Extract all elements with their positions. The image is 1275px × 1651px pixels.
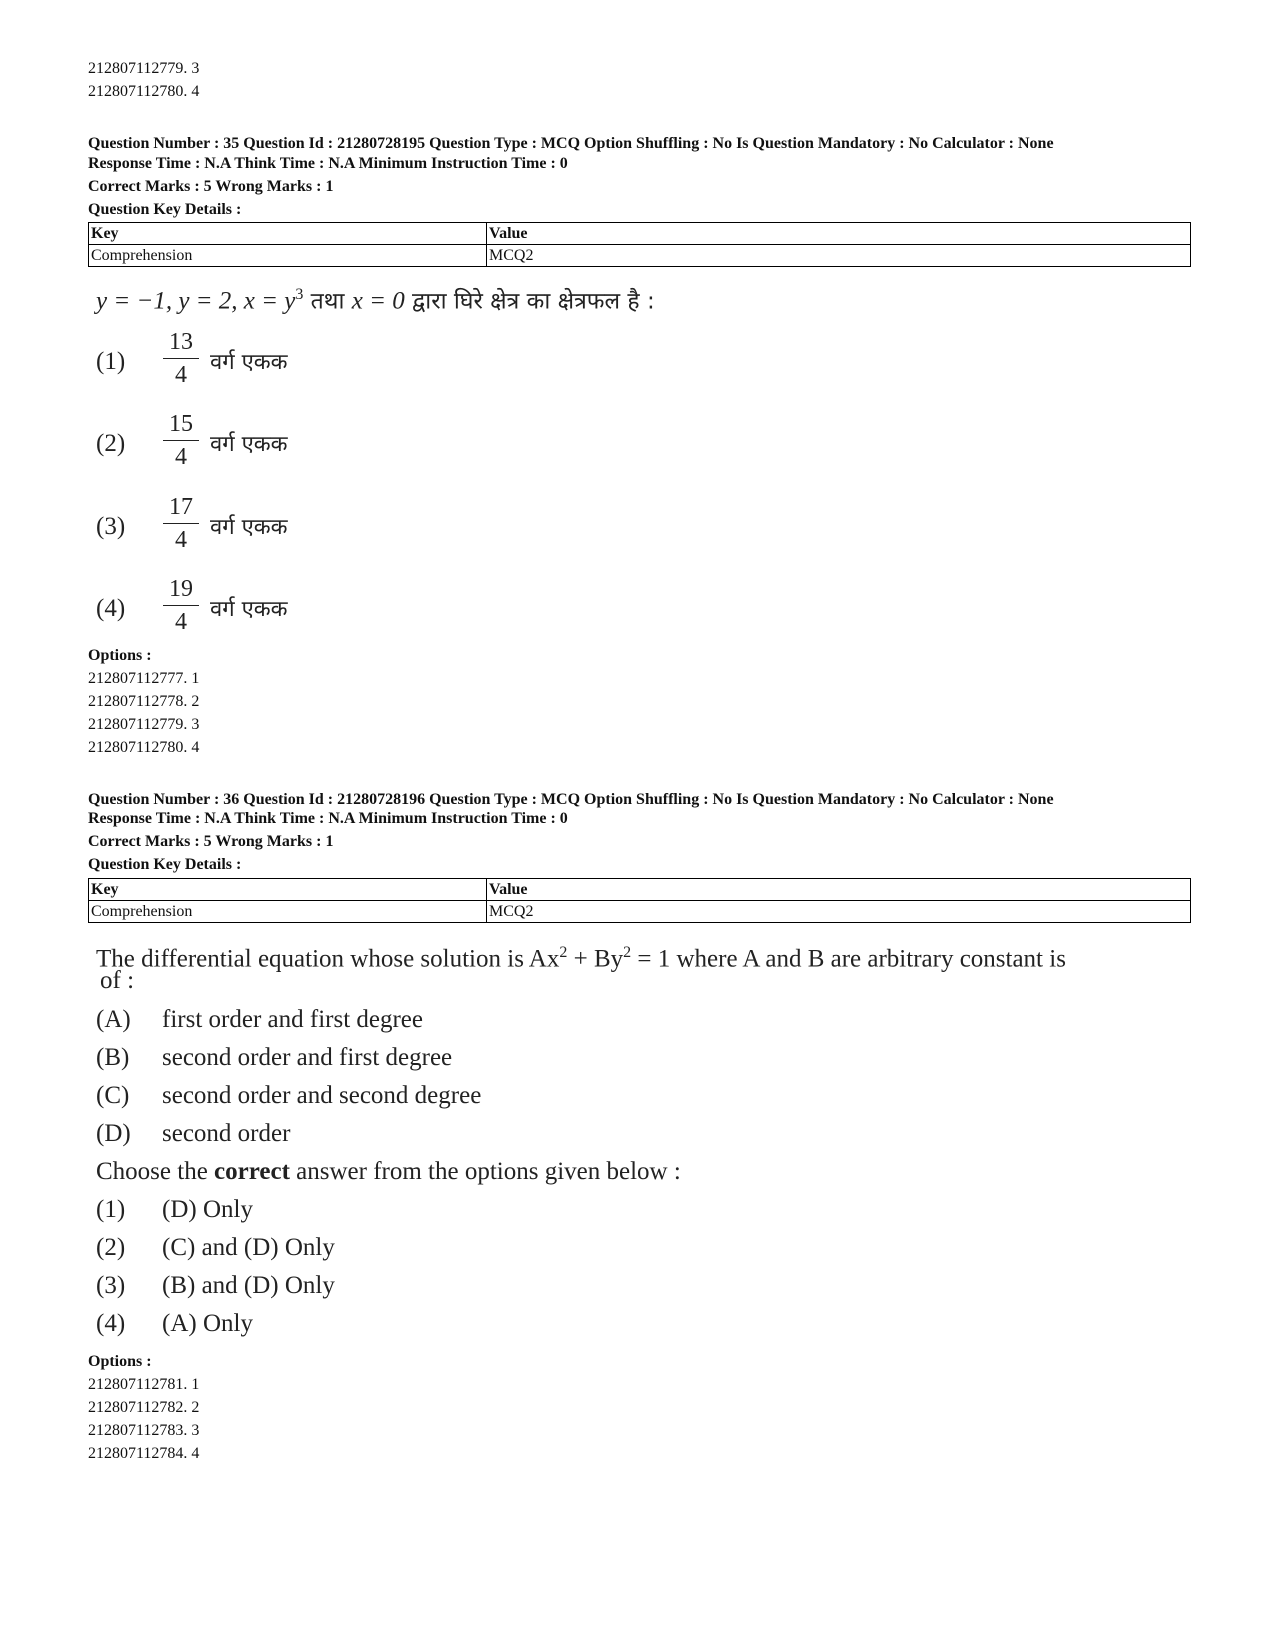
q36-statement-label: (D) xyxy=(96,1120,131,1147)
q36-key-table xyxy=(88,878,1191,923)
value-cell: MCQ2 xyxy=(487,245,1191,267)
option-id-line: 212807112784. 4 xyxy=(88,1445,200,1462)
q36-choice-label: (2) xyxy=(96,1234,126,1261)
q36-meta-line2: Response Time : N.A Think Time : N.A Minimum Instruction Time : 0 xyxy=(88,810,568,827)
q36-choice-text: (C) and (D) Only xyxy=(162,1234,335,1261)
option-id-line: 212807112783. 3 xyxy=(88,1422,200,1439)
q35-choice-unit: वर्ग एकक xyxy=(210,515,288,540)
q35-equation-part: y = −1, y = 2, x = y xyxy=(96,287,296,315)
instruction-bold: correct xyxy=(214,1158,290,1185)
option-id-line: 212807112781. 1 xyxy=(88,1376,200,1393)
q35-hindi-part: द्वारा घिरे क्षेत्र का क्षेत्रफल है : xyxy=(404,288,655,315)
q36-options-label: Options : xyxy=(88,1353,152,1370)
fraction-denominator: 4 xyxy=(175,609,187,635)
q35-question-text xyxy=(96,280,655,316)
option-id-line: 212807112777. 1 xyxy=(88,670,200,687)
fraction-bar xyxy=(163,523,199,524)
option-id-line: 212807112780. 4 xyxy=(88,739,200,756)
key-header: Key xyxy=(89,879,487,901)
q36-exponent: 2 xyxy=(559,944,568,961)
option-id-line: 212807112779. 3 xyxy=(88,60,200,77)
q36-statement-text: first order and first degree xyxy=(162,1006,423,1033)
q36-choice-text: (A) Only xyxy=(162,1310,253,1337)
fraction-numerator: 19 xyxy=(169,576,193,602)
q35-choice-label: (4) xyxy=(96,595,126,622)
option-id-line: 212807112782. 2 xyxy=(88,1399,200,1416)
fraction-bar xyxy=(163,358,199,359)
q35-choice-unit: वर्ग एकक xyxy=(210,350,288,375)
fraction-numerator: 17 xyxy=(169,494,193,520)
q35-choice-fraction xyxy=(163,575,199,636)
q35-options-label: Options : xyxy=(88,647,152,664)
fraction-denominator: 4 xyxy=(175,362,187,388)
instruction-part: answer from the options given below : xyxy=(289,1158,681,1185)
fraction-denominator: 4 xyxy=(175,444,187,470)
q36-statement-label: (C) xyxy=(96,1082,130,1109)
fraction-denominator: 4 xyxy=(175,527,187,553)
q36-statement-text: second order and first degree xyxy=(162,1044,453,1071)
q36-choice-label: (3) xyxy=(96,1272,126,1299)
q35-choice-label: (1) xyxy=(96,348,126,375)
q36-choice-label: (4) xyxy=(96,1310,126,1337)
q36-statement-text: second order xyxy=(162,1120,291,1147)
value-header: Value xyxy=(487,879,1191,901)
q35-marks: Correct Marks : 5 Wrong Marks : 1 xyxy=(88,178,334,195)
key-header: Key xyxy=(89,223,487,245)
q36-choice-text: (D) Only xyxy=(162,1196,253,1223)
q36-meta-line1: Question Number : 36 Question Id : 21280728196 Question Type : MCQ Option Shuffling : No Is Question Mandatory : No Calculator : None xyxy=(88,791,1054,808)
value-cell: MCQ2 xyxy=(487,901,1191,923)
q36-question-part: + By xyxy=(567,945,624,973)
q35-choice-fraction xyxy=(163,493,199,554)
option-id-line: 212807112780. 4 xyxy=(88,83,200,100)
q35-choice-label: (3) xyxy=(96,513,126,540)
q36-statement-label: (B) xyxy=(96,1044,130,1071)
q35-key-details-label: Question Key Details : xyxy=(88,201,242,218)
q36-question-part: = 1 where A and B are arbitrary constant is xyxy=(631,945,1066,973)
option-id-line: 212807112778. 2 xyxy=(88,693,200,710)
fraction-bar xyxy=(163,440,199,441)
q35-hindi-part: तथा xyxy=(303,288,352,315)
q36-statement-text: second order and second degree xyxy=(162,1082,482,1109)
key-cell: Comprehension xyxy=(89,245,487,267)
q36-statement-label: (A) xyxy=(96,1006,131,1033)
value-header: Value xyxy=(487,223,1191,245)
q35-choice-unit: वर्ग एकक xyxy=(210,597,288,622)
q35-meta-line1: Question Number : 35 Question Id : 21280728195 Question Type : MCQ Option Shuffling : No Is Question Mandatory : No Calculator : None xyxy=(88,135,1054,152)
q36-choice-text: (B) and (D) Only xyxy=(162,1272,335,1299)
fraction-numerator: 15 xyxy=(169,411,193,437)
q36-exponent: 2 xyxy=(623,944,632,961)
q35-choice-label: (2) xyxy=(96,430,126,457)
q35-equation-part: x = 0 xyxy=(351,287,405,315)
instruction-part: Choose the xyxy=(96,1158,215,1185)
q35-choice-fraction xyxy=(163,410,199,471)
q36-marks: Correct Marks : 5 Wrong Marks : 1 xyxy=(88,833,334,850)
q36-key-details-label: Question Key Details : xyxy=(88,856,242,873)
q35-key-table xyxy=(88,222,1191,267)
q36-choice-label: (1) xyxy=(96,1196,126,1223)
q36-question-text xyxy=(96,938,1176,974)
q36-question-part: The differential equation whose solution is Ax xyxy=(96,945,560,973)
q35-meta-line2: Response Time : N.A Think Time : N.A Minimum Instruction Time : 0 xyxy=(88,155,568,172)
q35-choice-fraction xyxy=(163,328,199,389)
fraction-numerator: 13 xyxy=(169,329,193,355)
option-id-line: 212807112779. 3 xyxy=(88,716,200,733)
key-cell: Comprehension xyxy=(89,901,487,923)
q36-instruction xyxy=(96,1157,681,1187)
q35-exponent: 3 xyxy=(295,286,304,303)
q35-choice-unit: वर्ग एकक xyxy=(210,432,288,457)
fraction-bar xyxy=(163,605,199,606)
q36-question-text-cont: of : xyxy=(100,967,135,994)
